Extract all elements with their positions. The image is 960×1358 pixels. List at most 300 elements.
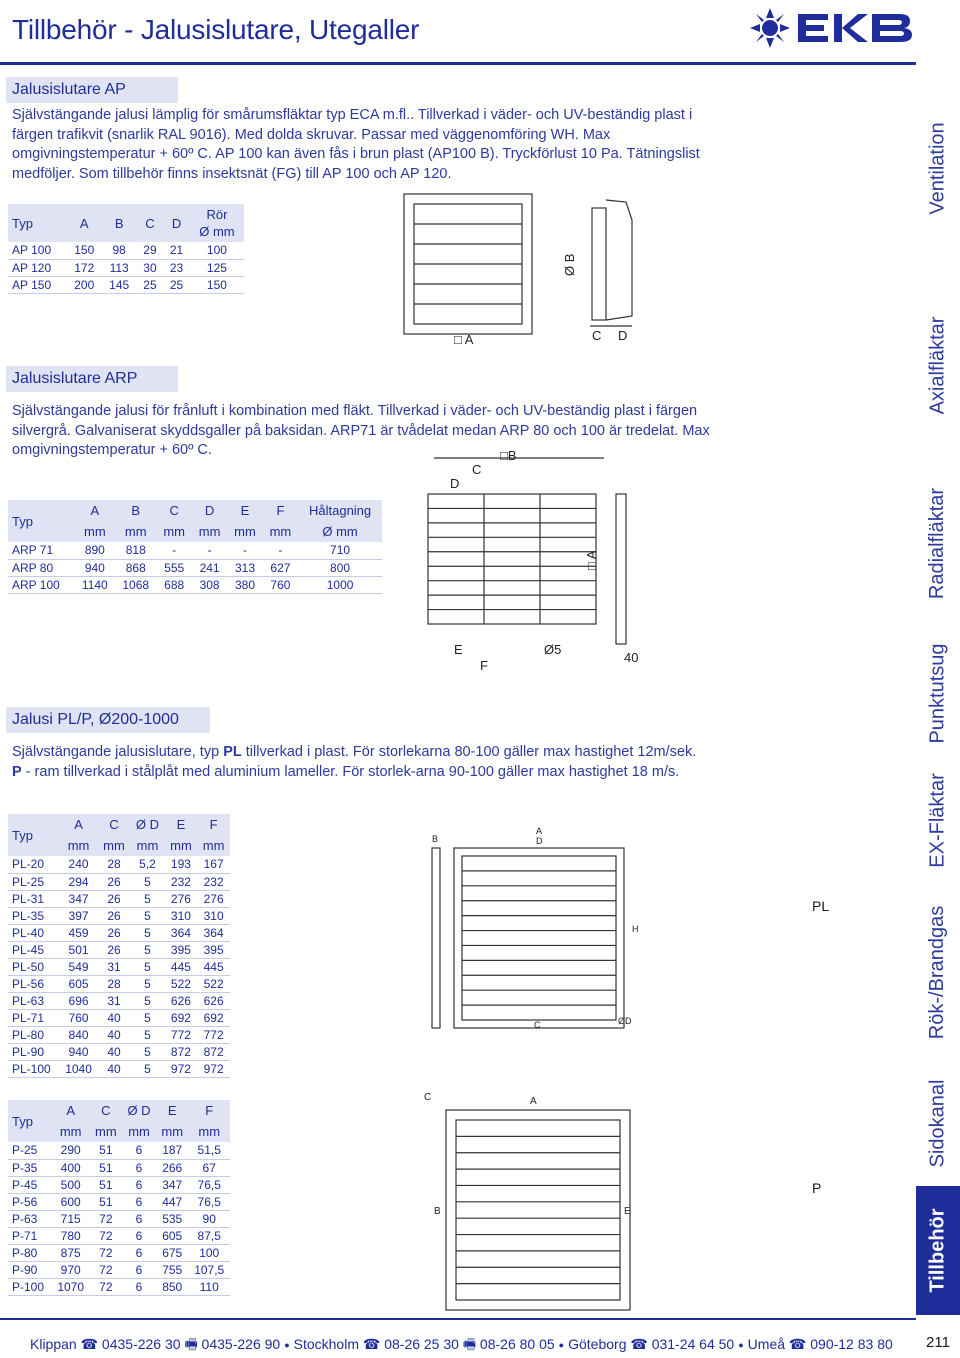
arp-cell: - bbox=[156, 542, 191, 559]
ap-cell: 150 bbox=[67, 242, 102, 259]
arp-drawing bbox=[420, 446, 660, 676]
pl-cell: 940 bbox=[59, 1043, 97, 1060]
p-cell: 347 bbox=[156, 1176, 188, 1193]
pl-cell: 872 bbox=[197, 1043, 230, 1060]
sidebar-tab[interactable] bbox=[916, 274, 960, 458]
p-cell: 100 bbox=[188, 1244, 230, 1261]
pl-cell: PL-20 bbox=[8, 856, 59, 873]
ap-cell: 145 bbox=[102, 276, 137, 293]
arp-dim-d: D bbox=[450, 476, 460, 491]
ap-header: D bbox=[163, 204, 190, 242]
arp-unit: mm bbox=[192, 521, 227, 542]
p-dim-b: B bbox=[434, 1206, 441, 1217]
pl-cell: PL-63 bbox=[8, 992, 59, 1009]
arp-cell: 627 bbox=[263, 559, 298, 576]
pl-cell: 5 bbox=[130, 1026, 164, 1043]
pl-cell: PL-50 bbox=[8, 958, 59, 975]
pl-cell: 40 bbox=[98, 1026, 131, 1043]
pl-cell: 276 bbox=[197, 890, 230, 907]
p-cell: 76,5 bbox=[188, 1193, 230, 1210]
p-cell: 6 bbox=[122, 1159, 156, 1176]
p-cell: 187 bbox=[156, 1142, 188, 1159]
p-cell: 76,5 bbox=[188, 1176, 230, 1193]
pl-cell: 40 bbox=[98, 1043, 131, 1060]
arp-dim-c: C bbox=[472, 462, 482, 477]
page-number: 211 bbox=[926, 1334, 950, 1351]
arp-cell: ARP 100 bbox=[8, 576, 75, 593]
ap-dim-a: □ A bbox=[454, 332, 474, 347]
pl-cell: 5 bbox=[130, 873, 164, 890]
pl-cell: 972 bbox=[165, 1060, 198, 1077]
p-row bbox=[8, 1159, 230, 1176]
arp-cell: 818 bbox=[115, 542, 156, 559]
pl-cell: 772 bbox=[197, 1026, 230, 1043]
pl-cell: 760 bbox=[59, 1009, 97, 1026]
arp-cell: - bbox=[263, 542, 298, 559]
ap-cell: AP 150 bbox=[8, 276, 67, 293]
pl-cell: 232 bbox=[165, 873, 198, 890]
pl-cell: 26 bbox=[98, 907, 131, 924]
ap-dim-d: D bbox=[618, 328, 628, 343]
arp-cell: 241 bbox=[192, 559, 227, 576]
arp-row bbox=[8, 576, 382, 593]
p-cell: 107,5 bbox=[188, 1261, 230, 1278]
pl-cell: PL-71 bbox=[8, 1009, 59, 1026]
p-cell: 6 bbox=[122, 1278, 156, 1295]
p-cell: 72 bbox=[90, 1278, 122, 1295]
sidebar-tab-label: EX-Fläktar bbox=[926, 773, 949, 868]
pl-row bbox=[8, 1043, 230, 1060]
pl-cell: 5 bbox=[130, 1060, 164, 1077]
arp-cell: 760 bbox=[263, 576, 298, 593]
p-unit: mm bbox=[188, 1121, 230, 1142]
ap-header: C bbox=[137, 204, 164, 242]
pl-cell: 972 bbox=[197, 1060, 230, 1077]
pl-cell: 696 bbox=[59, 992, 97, 1009]
p-cell: 600 bbox=[52, 1193, 90, 1210]
footer-phone: ☎ 0435-226 30 bbox=[80, 1336, 181, 1352]
sidebar-tab[interactable] bbox=[916, 64, 960, 274]
pl-cell: PL-90 bbox=[8, 1043, 59, 1060]
arp-cell: ARP 80 bbox=[8, 559, 75, 576]
arp-row bbox=[8, 559, 382, 576]
ap-row bbox=[8, 242, 244, 259]
pl-cell: PL-45 bbox=[8, 941, 59, 958]
sidebar-tab-label: Tillbehör bbox=[926, 1208, 949, 1293]
footer-city: Göteborg bbox=[568, 1336, 627, 1352]
ap-header: Typ bbox=[8, 204, 67, 242]
ap-cell: 29 bbox=[137, 242, 164, 259]
pl-cell: 40 bbox=[98, 1009, 131, 1026]
ap-cell: 172 bbox=[67, 259, 102, 276]
pl-cell: 5 bbox=[130, 958, 164, 975]
arp-cell: 1068 bbox=[115, 576, 156, 593]
pl-row bbox=[8, 1026, 230, 1043]
p-row bbox=[8, 1278, 230, 1295]
pl-cell: 193 bbox=[165, 856, 198, 873]
ap-cell: 21 bbox=[163, 242, 190, 259]
pl-cell: 276 bbox=[165, 890, 198, 907]
arp-cell: 313 bbox=[227, 559, 262, 576]
pl-dim-a: A bbox=[536, 826, 543, 836]
arp-cell: 308 bbox=[192, 576, 227, 593]
category-sidebar bbox=[916, 64, 960, 1316]
footer-contacts bbox=[30, 1334, 893, 1358]
footer-phone: ☎ 08-26 25 30 bbox=[362, 1336, 459, 1352]
p-cell: P-80 bbox=[8, 1244, 52, 1261]
p-cell: 90 bbox=[188, 1210, 230, 1227]
pl-row bbox=[8, 907, 230, 924]
pl-header: A bbox=[59, 814, 97, 835]
p-cell: 755 bbox=[156, 1261, 188, 1278]
arp-unit: mm bbox=[227, 521, 262, 542]
pl-row bbox=[8, 992, 230, 1009]
title-rule bbox=[0, 62, 916, 65]
sidebar-tab-label: Radialfläktar bbox=[926, 487, 949, 600]
pl-cell: 240 bbox=[59, 856, 97, 873]
pl-cell: 1040 bbox=[59, 1060, 97, 1077]
p-cell: 110 bbox=[188, 1278, 230, 1295]
section-heading-ap: Jalusislutare AP bbox=[6, 77, 178, 103]
pl-row bbox=[8, 873, 230, 890]
p-header: Typ bbox=[8, 1100, 52, 1142]
pl-cell: 26 bbox=[98, 873, 131, 890]
p-cell: 6 bbox=[122, 1227, 156, 1244]
pl-cell: PL-31 bbox=[8, 890, 59, 907]
section-heading-pl: Jalusi PL/P, Ø200-1000 bbox=[6, 707, 210, 733]
p-cell: 87,5 bbox=[188, 1227, 230, 1244]
pl-row bbox=[8, 856, 230, 873]
p-cell: 266 bbox=[156, 1159, 188, 1176]
p-cell: 51 bbox=[90, 1176, 122, 1193]
pl-cell: 26 bbox=[98, 890, 131, 907]
pl-cell: 364 bbox=[197, 924, 230, 941]
pl-unit: mm bbox=[59, 835, 97, 856]
p-cell: 6 bbox=[122, 1261, 156, 1278]
arp-header: Typ bbox=[8, 500, 75, 542]
sidebar-tab[interactable] bbox=[916, 1186, 960, 1316]
arp-dim-hole: Ø5 bbox=[544, 642, 562, 657]
arp-cell: - bbox=[227, 542, 262, 559]
ap-cell: AP 120 bbox=[8, 259, 67, 276]
pl-cell: 626 bbox=[197, 992, 230, 1009]
footer-city: Klippan bbox=[30, 1336, 77, 1352]
pl-cell: 26 bbox=[98, 941, 131, 958]
footer-rule bbox=[0, 1318, 916, 1320]
arp-header: A bbox=[75, 500, 115, 521]
p-cell: P-71 bbox=[8, 1227, 52, 1244]
arp-table bbox=[8, 500, 382, 594]
p-table bbox=[8, 1100, 230, 1296]
pl-row bbox=[8, 924, 230, 941]
p-cell: 51 bbox=[90, 1142, 122, 1159]
pl-cell: 397 bbox=[59, 907, 97, 924]
p-cell: 6 bbox=[122, 1244, 156, 1261]
pl-cell: PL-40 bbox=[8, 924, 59, 941]
sidebar-tab[interactable] bbox=[916, 884, 960, 1062]
sidebar-tab-label: Sidokanal bbox=[926, 1079, 949, 1168]
section-heading-arp: Jalusislutare ARP bbox=[6, 366, 178, 392]
pl-cell: PL-80 bbox=[8, 1026, 59, 1043]
pl-cell: 692 bbox=[165, 1009, 198, 1026]
pl-header: F bbox=[197, 814, 230, 835]
pl-cell: 549 bbox=[59, 958, 97, 975]
arp-cell: 380 bbox=[227, 576, 262, 593]
p-header: E bbox=[156, 1100, 188, 1121]
p-unit: mm bbox=[52, 1121, 90, 1142]
p-cell: P-56 bbox=[8, 1193, 52, 1210]
arp-dim-40: 40 bbox=[624, 650, 639, 665]
sidebar-tab[interactable] bbox=[916, 458, 960, 630]
pl-cell: 395 bbox=[165, 941, 198, 958]
pl-description: Självstängande jalusislutare, typ PL tillverkad i plast. För storlekarna 80-100 gäller max hastighet 12m/sek. P - ram tillverkad i stålplåt med aluminium lameller. För storlek-arna 90-100 gäller max hastighet 18 m/s. bbox=[12, 744, 697, 780]
arp-dim-b: □B bbox=[500, 448, 517, 463]
p-cell: 6 bbox=[122, 1193, 156, 1210]
p-cell: 67 bbox=[188, 1159, 230, 1176]
p-cell: 6 bbox=[122, 1142, 156, 1159]
pl-cell: 31 bbox=[98, 958, 131, 975]
arp-header: C bbox=[156, 500, 191, 521]
pl-cell: 26 bbox=[98, 924, 131, 941]
pl-cell: 501 bbox=[59, 941, 97, 958]
ap-cell: AP 100 bbox=[8, 242, 67, 259]
pl-unit: mm bbox=[197, 835, 230, 856]
pl-cell: 364 bbox=[165, 924, 198, 941]
arp-unit: mm bbox=[156, 521, 191, 542]
p-cell: 51,5 bbox=[188, 1142, 230, 1159]
pl-cell: 40 bbox=[98, 1060, 131, 1077]
pl-header: Ø D bbox=[130, 814, 164, 835]
pl-cell: 5 bbox=[130, 992, 164, 1009]
p-cell: 290 bbox=[52, 1142, 90, 1159]
arp-dim-a: □ A bbox=[584, 550, 599, 570]
ap-cell: 98 bbox=[102, 242, 137, 259]
pl-cell: 626 bbox=[165, 992, 198, 1009]
arp-unit: mm bbox=[115, 521, 156, 542]
ap-cell: 30 bbox=[137, 259, 164, 276]
arp-cell: - bbox=[192, 542, 227, 559]
ap-drawing bbox=[400, 190, 640, 350]
p-unit: mm bbox=[122, 1121, 156, 1142]
pl-dim-b: B bbox=[432, 834, 439, 844]
pl-cell: 5,2 bbox=[130, 856, 164, 873]
p-row bbox=[8, 1261, 230, 1278]
arp-cell: 1000 bbox=[298, 576, 382, 593]
arp-cell: 1140 bbox=[75, 576, 115, 593]
p-drawing bbox=[420, 1086, 660, 1316]
sidebar-tab-label: Punktutsug bbox=[926, 643, 949, 744]
pl-unit: mm bbox=[130, 835, 164, 856]
p-header: F bbox=[188, 1100, 230, 1121]
p-cell: 875 bbox=[52, 1244, 90, 1261]
p-cell: 675 bbox=[156, 1244, 188, 1261]
pl-cell: 31 bbox=[98, 992, 131, 1009]
p-cell: 970 bbox=[52, 1261, 90, 1278]
arp-unit: Ø mm bbox=[298, 521, 382, 542]
p-row bbox=[8, 1244, 230, 1261]
p-cell: 72 bbox=[90, 1261, 122, 1278]
p-cell: 447 bbox=[156, 1193, 188, 1210]
pl-row bbox=[8, 958, 230, 975]
arp-header: B bbox=[115, 500, 156, 521]
footer-fax: 🖷 08-26 80 05 bbox=[462, 1336, 555, 1352]
p-cell: 400 bbox=[52, 1159, 90, 1176]
arp-cell: 688 bbox=[156, 576, 191, 593]
pl-cell: 445 bbox=[165, 958, 198, 975]
pl-cell: 5 bbox=[130, 941, 164, 958]
p-cell: 72 bbox=[90, 1227, 122, 1244]
p-unit: mm bbox=[90, 1121, 122, 1142]
pl-unit: mm bbox=[165, 835, 198, 856]
footer-fax: 🖷 0435-226 90 bbox=[184, 1336, 281, 1352]
pl-cell: 294 bbox=[59, 873, 97, 890]
p-cell: 605 bbox=[156, 1227, 188, 1244]
pl-header: E bbox=[165, 814, 198, 835]
p-cell: 51 bbox=[90, 1193, 122, 1210]
pl-table bbox=[8, 814, 230, 1078]
pl-drawing bbox=[420, 822, 650, 1040]
pl-row bbox=[8, 1009, 230, 1026]
p-label: P bbox=[812, 1180, 822, 1196]
arp-dim-f: F bbox=[480, 658, 488, 673]
ap-dim-b: Ø B bbox=[562, 253, 577, 276]
pl-dim-c: C bbox=[534, 1020, 541, 1030]
arp-header: D bbox=[192, 500, 227, 521]
ap-cell: 125 bbox=[190, 259, 244, 276]
p-cell: P-35 bbox=[8, 1159, 52, 1176]
pl-cell: 347 bbox=[59, 890, 97, 907]
ap-row bbox=[8, 276, 244, 293]
pl-cell: 167 bbox=[197, 856, 230, 873]
ap-cell: 25 bbox=[163, 276, 190, 293]
pl-dim-d: D bbox=[536, 836, 543, 846]
p-cell: P-25 bbox=[8, 1142, 52, 1159]
arp-header: Håltagning bbox=[298, 500, 382, 521]
pl-cell: 692 bbox=[197, 1009, 230, 1026]
pl-dim-o: ØD bbox=[618, 1016, 632, 1026]
ap-dim-c: C bbox=[592, 328, 602, 343]
footer-city: Umeå bbox=[747, 1336, 786, 1352]
pl-cell: PL-100 bbox=[8, 1060, 59, 1077]
arp-cell: ARP 71 bbox=[8, 542, 75, 559]
p-header: Ø D bbox=[122, 1100, 156, 1121]
arp-cell: 555 bbox=[156, 559, 191, 576]
p-unit: mm bbox=[156, 1121, 188, 1142]
sidebar-tab-label: Rök-/Brandgas bbox=[926, 905, 949, 1040]
footer-separator: ● bbox=[284, 1340, 290, 1351]
arp-header: E bbox=[227, 500, 262, 521]
pl-cell: 445 bbox=[197, 958, 230, 975]
p-cell: P-45 bbox=[8, 1176, 52, 1193]
sidebar-tab[interactable] bbox=[916, 758, 960, 884]
pl-cell: 522 bbox=[197, 975, 230, 992]
arp-header: F bbox=[263, 500, 298, 521]
ap-header: Rör Ø mm bbox=[190, 204, 244, 242]
pl-unit: mm bbox=[98, 835, 131, 856]
p-cell: 850 bbox=[156, 1278, 188, 1295]
pl-cell: 459 bbox=[59, 924, 97, 941]
pl-cell: 5 bbox=[130, 975, 164, 992]
pl-cell: 28 bbox=[98, 856, 131, 873]
pl-cell: 310 bbox=[165, 907, 198, 924]
p-dim-c: C bbox=[424, 1092, 432, 1103]
sidebar-tab-label: Ventilation bbox=[926, 122, 949, 215]
ap-description: Självstängande jalusi lämplig för smårumsfläktar typ ECA m.fl.. Tillverkad i väder- och UV-beständig plast i färgen trafikvit (snarlik RAL 9016). Med dolda skruvar. Passar med väggenomföring WH. Max omgivningstemperatur + 60º C. AP 100 kan även fås i brun plast (AP100 B). Tryckförlust 10 Pa. Tätningslist medföljer. Som tillbehör finns insektsnät (FG) till AP 100 och AP 120. bbox=[12, 107, 700, 182]
p-row bbox=[8, 1227, 230, 1244]
ap-cell: 200 bbox=[67, 276, 102, 293]
ap-header: B bbox=[102, 204, 137, 242]
ap-table bbox=[8, 204, 244, 294]
p-cell: P-63 bbox=[8, 1210, 52, 1227]
p-cell: 535 bbox=[156, 1210, 188, 1227]
pl-cell: 5 bbox=[130, 907, 164, 924]
pl-cell: 5 bbox=[130, 1043, 164, 1060]
p-cell: 780 bbox=[52, 1227, 90, 1244]
pl-cell: PL-25 bbox=[8, 873, 59, 890]
pl-cell: 5 bbox=[130, 890, 164, 907]
pl-cell: 232 bbox=[197, 873, 230, 890]
ap-cell: 113 bbox=[102, 259, 137, 276]
p-row bbox=[8, 1142, 230, 1159]
p-cell: 6 bbox=[122, 1176, 156, 1193]
ap-cell: 23 bbox=[163, 259, 190, 276]
p-cell: P-90 bbox=[8, 1261, 52, 1278]
p-cell: 72 bbox=[90, 1244, 122, 1261]
pl-cell: 5 bbox=[130, 1009, 164, 1026]
p-cell: 1070 bbox=[52, 1278, 90, 1295]
arp-unit: mm bbox=[75, 521, 115, 542]
arp-cell: 710 bbox=[298, 542, 382, 559]
pl-row bbox=[8, 975, 230, 992]
arp-description: Självstängande jalusi för frånluft i kombination med fläkt. Tillverkad i väder- och UV-beständig plast i färgen silvergrå. Galvaniserat skyddsgaller på baksidan. ARP71 är tvådelat medan ARP 80 och 100 är tredelat. Max omgivningstemperatur + 60º C. bbox=[12, 403, 710, 458]
pl-cell: 522 bbox=[165, 975, 198, 992]
pl-row bbox=[8, 890, 230, 907]
arp-row bbox=[8, 542, 382, 559]
pl-row bbox=[8, 941, 230, 958]
pl-cell: 310 bbox=[197, 907, 230, 924]
arp-cell: 868 bbox=[115, 559, 156, 576]
pl-cell: 28 bbox=[98, 975, 131, 992]
p-row bbox=[8, 1193, 230, 1210]
ap-cell: 150 bbox=[190, 276, 244, 293]
footer-city: Stockholm bbox=[293, 1336, 359, 1352]
pl-row bbox=[8, 1060, 230, 1077]
pl-cell: PL-56 bbox=[8, 975, 59, 992]
footer-phone: ☎ 090-12 83 80 bbox=[788, 1336, 893, 1352]
footer-phone: ☎ 031-24 64 50 bbox=[630, 1336, 735, 1352]
ekb-logo bbox=[748, 6, 916, 50]
pl-cell: 840 bbox=[59, 1026, 97, 1043]
pl-header: C bbox=[98, 814, 131, 835]
arp-cell: 940 bbox=[75, 559, 115, 576]
p-header: A bbox=[52, 1100, 90, 1121]
ap-row bbox=[8, 259, 244, 276]
sidebar-tab[interactable] bbox=[916, 1062, 960, 1186]
p-cell: 6 bbox=[122, 1210, 156, 1227]
p-cell: 500 bbox=[52, 1176, 90, 1193]
p-cell: 51 bbox=[90, 1159, 122, 1176]
p-dim-a: A bbox=[530, 1096, 537, 1107]
pl-cell: 605 bbox=[59, 975, 97, 992]
pl-cell: PL-35 bbox=[8, 907, 59, 924]
p-dim-e: E bbox=[624, 1206, 631, 1217]
footer-separator: ● bbox=[558, 1340, 565, 1351]
pl-dim-h: H bbox=[632, 924, 639, 934]
pl-cell: 872 bbox=[165, 1043, 198, 1060]
pl-cell: 772 bbox=[165, 1026, 198, 1043]
p-cell: 72 bbox=[90, 1210, 122, 1227]
sidebar-tab[interactable] bbox=[916, 630, 960, 758]
